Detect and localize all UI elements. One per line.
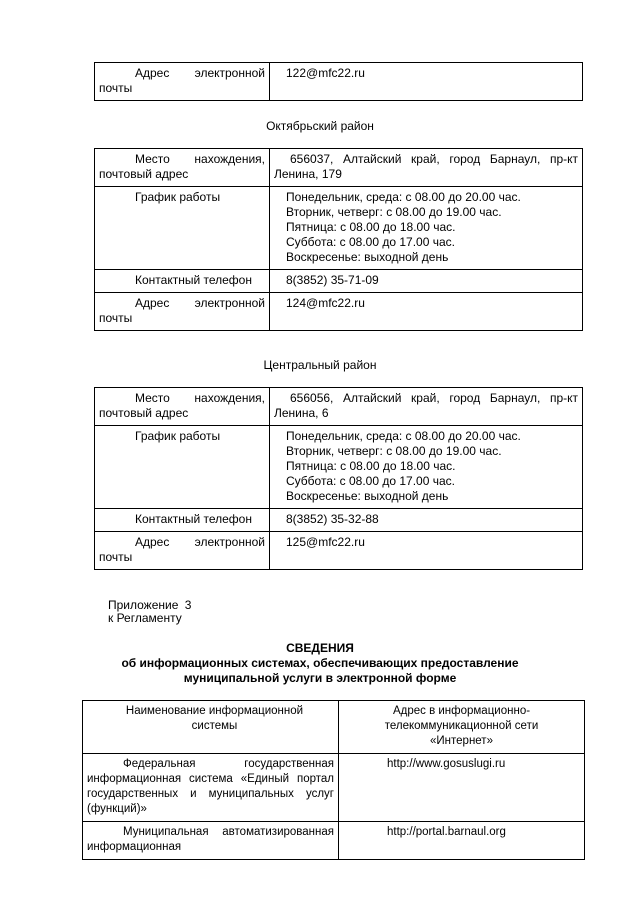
svedenia-subtitle-1: об информационных системах, обеспечивающих предоставление	[121, 656, 519, 670]
email-value: 125@mfc22.ru	[270, 532, 583, 570]
schedule-line: Суббота: с 08.00 до 17.00 час.	[286, 235, 455, 249]
schedule-line: Суббота: с 08.00 до 17.00 час.	[286, 474, 455, 488]
email-value	[270, 63, 583, 101]
contact-table-top	[94, 62, 583, 101]
system-address: http://portal.barnaul.org	[339, 822, 585, 860]
table-row	[95, 187, 583, 270]
system-address: http://www.gosuslugi.ru	[339, 754, 585, 822]
table-row	[83, 822, 585, 860]
svedenia-title: СВЕДЕНИЯ	[286, 641, 354, 655]
schedule-line: Пятница: с 08.00 до 18.00 час.	[286, 459, 456, 473]
email-text: 122@mfc22.ru	[286, 66, 365, 80]
system-name: Муниципальная автоматизированная информационная	[83, 822, 339, 860]
table-row	[95, 270, 583, 293]
system-name: Федеральная государственная информационная система «Единый портал государственных и муниципальных услуг (функций)»	[83, 754, 339, 822]
location-label: Место нахождения, почтовый адрес	[95, 388, 270, 426]
location-value: 656056, Алтайский край, город Барнаул, пр-кт Ленина, 6	[270, 388, 583, 426]
table-row	[95, 509, 583, 532]
contact-table-oktyabrsky	[94, 148, 583, 331]
location-label: Место нахождения, почтовый адрес	[95, 149, 270, 187]
table-row	[95, 426, 583, 509]
schedule-value	[270, 426, 583, 509]
schedule-label: График работы	[95, 426, 270, 509]
schedule-line: Понедельник, среда: с 08.00 до 20.00 час.	[286, 190, 521, 204]
appendix-line-1: Приложение 3	[108, 598, 192, 612]
table-row	[83, 754, 585, 822]
table-header-row	[83, 701, 585, 754]
appendix-line-2: к Регламенту	[108, 611, 182, 625]
schedule-line: Воскресенье: выходной день	[286, 489, 449, 503]
schedule-line: Пятница: с 08.00 до 18.00 час.	[286, 220, 456, 234]
svedenia-subtitle-2: муниципальной услуги в электронной форме	[183, 671, 457, 685]
table-row	[95, 388, 583, 426]
contact-table-centralny	[94, 387, 583, 570]
appendix-note	[108, 599, 191, 625]
schedule-value	[270, 187, 583, 270]
table-row	[95, 293, 583, 331]
district-heading-centralny: Центральный район	[263, 358, 377, 372]
district-heading-oktyabrsky: Октябрьский район	[266, 119, 374, 133]
email-label: Адрес электронной почты	[95, 63, 270, 101]
schedule-line: Вторник, четверг: с 08.00 до 19.00 час.	[286, 444, 502, 458]
location-value: 656037, Алтайский край, город Барнаул, пр-кт Ленина, 179	[270, 149, 583, 187]
header-system-name: Наименование информационной системы	[83, 701, 339, 754]
schedule-line: Понедельник, среда: с 08.00 до 20.00 час.	[286, 429, 521, 443]
email-label: Адрес электронной почты	[95, 532, 270, 570]
table-row	[95, 532, 583, 570]
table-row	[95, 63, 583, 101]
schedule-line: Воскресенье: выходной день	[286, 250, 449, 264]
schedule-line: Вторник, четверг: с 08.00 до 19.00 час.	[286, 205, 502, 219]
phone-label: Контактный телефон	[95, 509, 270, 532]
email-label: Адрес электронной почты	[95, 293, 270, 331]
schedule-label: График работы	[95, 187, 270, 270]
phone-label: Контактный телефон	[95, 270, 270, 293]
phone-value: 8(3852) 35-71-09	[270, 270, 583, 293]
information-systems-table	[82, 700, 585, 860]
table-row	[95, 149, 583, 187]
email-value: 124@mfc22.ru	[270, 293, 583, 331]
phone-value: 8(3852) 35-32-88	[270, 509, 583, 532]
header-internet-address: Адрес в информационно-телекоммуникационной сети «Интернет»	[339, 701, 585, 754]
